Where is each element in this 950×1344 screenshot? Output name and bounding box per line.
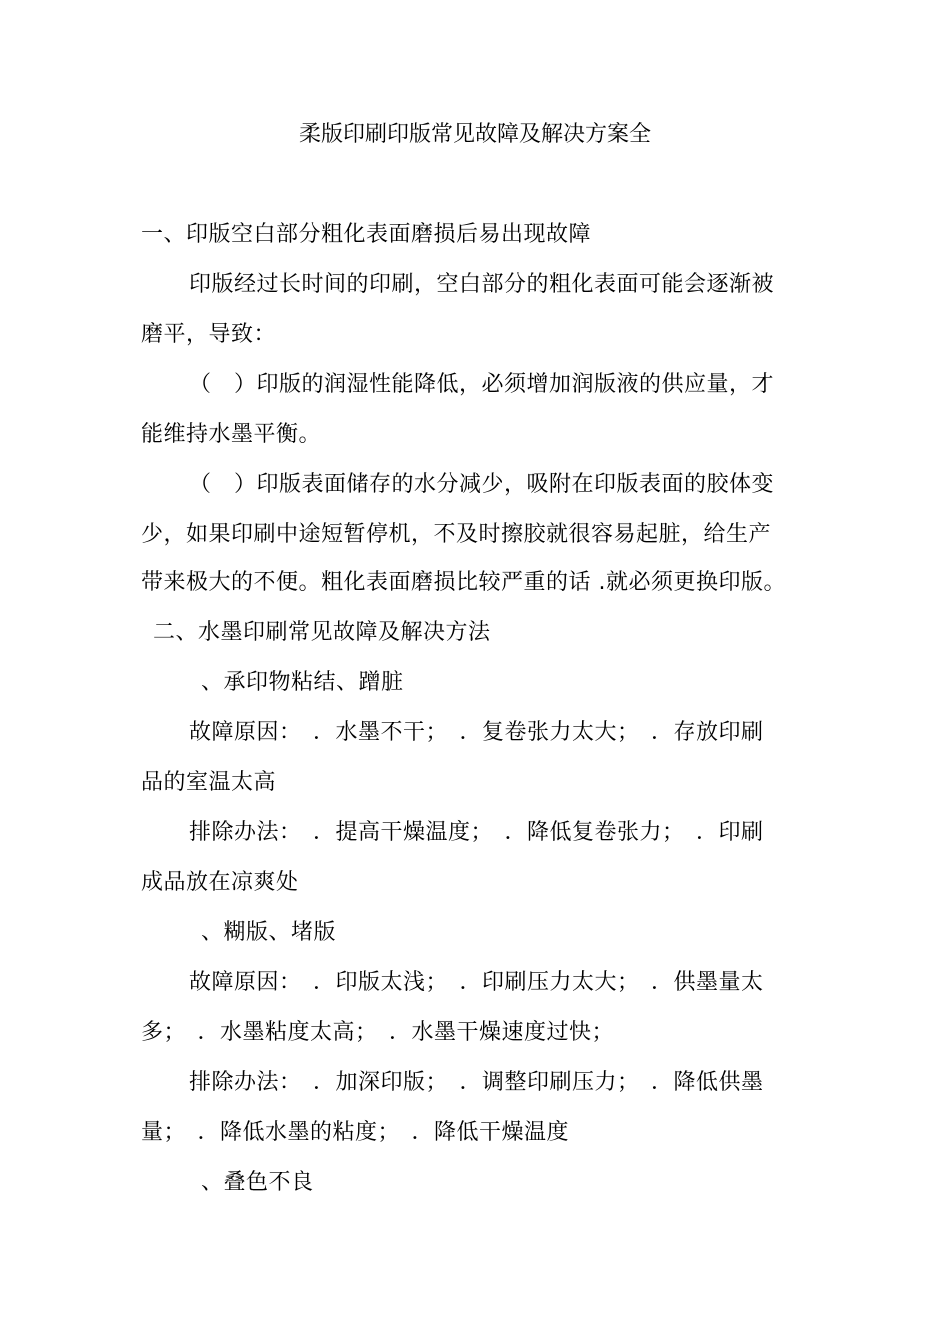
subsection-heading: 、叠色不良 — [201, 1170, 314, 1195]
paragraph-line: （ ）印版表面储存的水分减少，吸附在印版表面的胶体变 — [189, 472, 775, 497]
paragraph-line: 少，如果印刷中途短暂停机，不及时擦胶就很容易起脏，给生产 — [141, 522, 772, 547]
paragraph-line: （ ）印版的润湿性能降低，必须增加润版液的供应量，才 — [189, 372, 775, 397]
paragraph-line: 磨平，导致： — [141, 322, 277, 347]
paragraph-line: 印版经过长时间的印刷，空白部分的粗化表面可能会逐渐被 — [189, 272, 775, 297]
paragraph-line: 故障原因： ．印版太浅； ．印刷压力太大； ．供墨量太 — [189, 970, 764, 995]
paragraph-line: 排除办法： ．提高干燥温度； ．降低复卷张力； ．印刷 — [189, 820, 764, 845]
paragraph-line: 带来极大的不便。粗化表面磨损比较严重的话 .就必须更换印版。 — [141, 570, 786, 595]
subsection-heading: 、糊版、堵版 — [201, 920, 337, 945]
paragraph-line: 故障原因： ．水墨不干； ．复卷张力太大； ．存放印刷 — [189, 720, 764, 745]
paragraph-line: 排除办法： ．加深印版； ．调整印刷压力； ．降低供墨 — [189, 1070, 764, 1095]
paragraph-line: 品的室温太高 — [141, 770, 277, 795]
paragraph-line: 量； ．降低水墨的粘度； ．降低干燥温度 — [141, 1120, 570, 1145]
section-heading-1: 一、印版空白部分粗化表面磨损后易出现故障 — [141, 222, 592, 247]
paragraph-line: 能维持水墨平衡。 — [141, 422, 322, 447]
subsection-heading: 、承印物粘结、蹭脏 — [201, 670, 404, 695]
paragraph-line: 成品放在凉爽处 — [141, 870, 299, 895]
paragraph-line: 多； ．水墨粘度太高； ．水墨干燥速度过快； — [141, 1020, 615, 1045]
document-title: 柔版印刷印版常见故障及解决方案全 — [298, 122, 651, 147]
section-heading-2: 二、水墨印刷常见故障及解决方法 — [153, 620, 491, 645]
